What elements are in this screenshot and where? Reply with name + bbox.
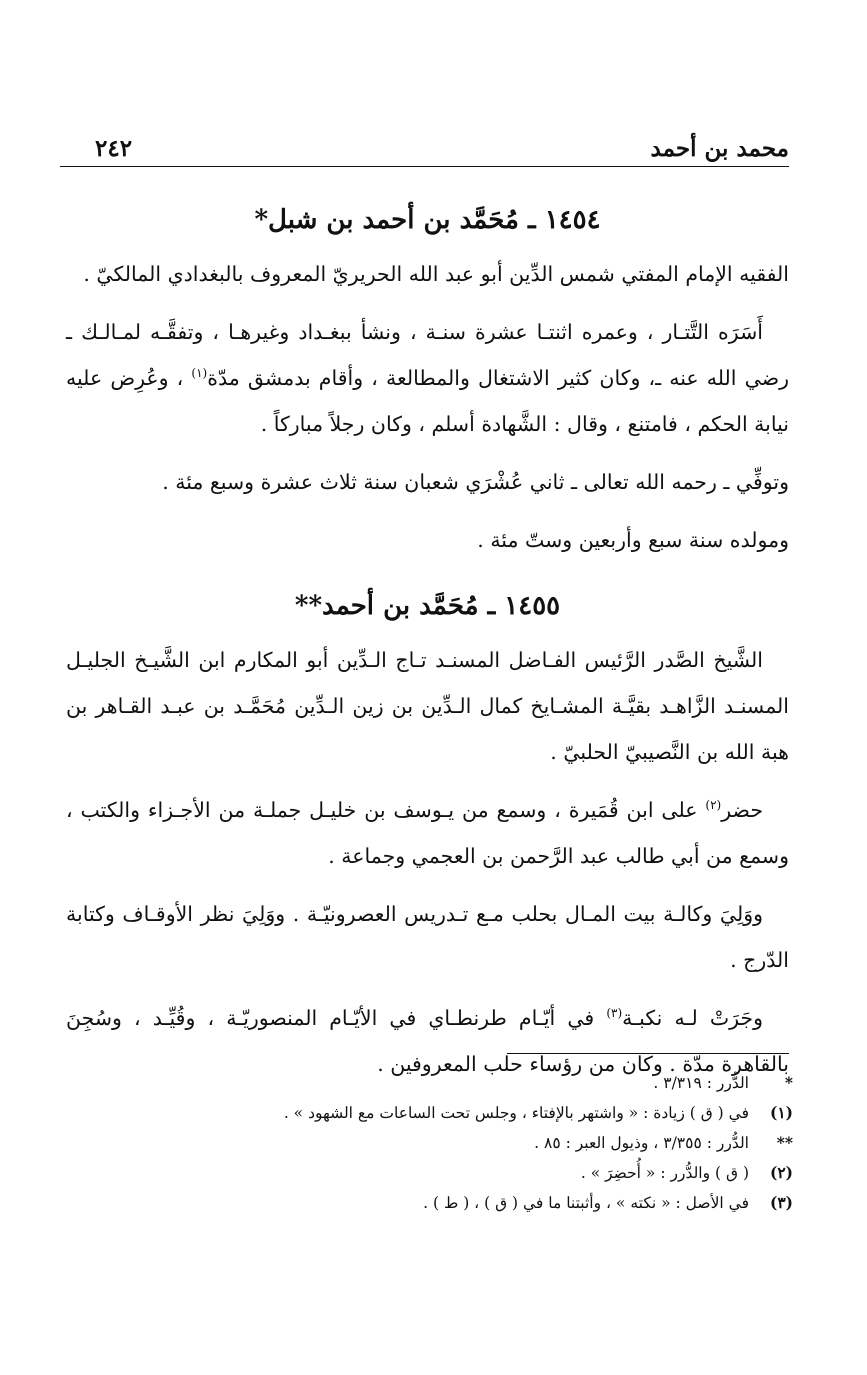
entry-1454-paragraph-2 xyxy=(66,309,789,447)
paragraph-text: حضر xyxy=(721,798,763,822)
entry-1455-paragraph-2 xyxy=(66,787,789,879)
footnote xyxy=(90,1188,793,1218)
footnote-mark: (٢) xyxy=(769,1163,793,1182)
footnote-text: الدُّرر : ٣/٣٥٥ ، وذيول العبر : ٨٥ . xyxy=(534,1134,749,1152)
footnote-text: في الأصل : « نكته » ، وأثبتنا ما في ( ق ) ، ( ط ) . xyxy=(423,1194,749,1212)
footnote-mark: * xyxy=(784,1073,793,1092)
entry-1454-paragraph-4: ومولده سنة سبع وأربعين وستّ مئة . xyxy=(477,528,789,552)
footnote-mark: ** xyxy=(776,1133,793,1152)
entry-1454-paragraph-3: وتوفِّي ـ رحمه الله تعالى ـ ثاني عُشْرَي شعبان سنة ثلاث عشرة وسبع مئة . xyxy=(162,470,789,494)
footnote-ref-3: (٣) xyxy=(606,1006,623,1021)
footnote xyxy=(90,1158,793,1188)
paragraph-text: وجَرَتْ لـه نكبـة xyxy=(622,1006,764,1030)
paragraph-text: على ابن قُمَيرة ، وسمع من يـوسف بن خليـل جملـة من الأجـزاء والكتب ، وسمع من أبي طالب عبد الرَّحمن بن العجمي وجماعة . xyxy=(66,798,789,868)
entry-1454-paragraph-1: الفقيه الإمام المفتي شمس الدِّين أبو عبد الله الحريريّ المعروف بالبغدادي المالكيّ . xyxy=(83,262,789,286)
footnote-text: في ( ق ) زيادة : « واشتهر بالإفتاء ، وجلس تحت الساعات مع الشهود » . xyxy=(283,1104,749,1122)
footnote-mark: (١) xyxy=(769,1103,793,1122)
paragraph-text: أَسَرَه التَّتـار ، وعمره اثنتـا عشرة سنـة ، ونشأ ببغـداد وغيرهـا ، وتفقَّـه لمـالـك ـ رضي الله عنه ـ، وكان كثير الاشتغال والمطالعة ، وأقام بدمشق مدّة xyxy=(66,320,790,390)
entry-1455-paragraph-1: الشَّيخ الصَّدر الرَّئيس الفـاضل المسنـد تـاج الـدِّين أبو المكارم ابن الشَّيـخ الجليـل المسنـد الزَّاهـد بقيَّـة المشـايخ كمال الـدِّين بن زين الـدِّين مُحَمَّـد بن عبـد القـاهر بن هبة الله بن النَّصيبيّ الحلبيّ . xyxy=(66,648,789,764)
entry-1455-paragraph-3: ووَلِيَ وكالـة بيت المـال بحلب مـع تـدريس العصرونيّـة . ووَلِيَ نظر الأوقـاف وكتابة الدّرج . xyxy=(66,902,789,972)
footnote xyxy=(90,1068,793,1098)
main-text xyxy=(66,195,789,1099)
paragraph-text: في أيّـام طرنطـاي في الأيّـام المنصوريّـة ، وقُيِّـد ، وسُجِنَ بالقاهرة مدّة . وكان من رؤساء حلب المعروفين . xyxy=(66,1006,789,1076)
footnote-ref-1: (١) xyxy=(191,366,208,381)
footnote-ref-2: (٢) xyxy=(705,798,722,813)
footnote-rule xyxy=(507,1053,789,1054)
paragraph-text: ، وعُرِض عليه نيابة الحكم ، فامتنع ، وقال : الشَّهادة أسلم ، وكان رجلاً مباركاً . xyxy=(66,366,789,436)
footnote-text: الدُّرر : ٣/٣١٩ . xyxy=(653,1074,749,1092)
page-number: ٢٤٢ xyxy=(95,135,133,162)
entry-title-1454: ١٤٥٤ ـ مُحَمَّد بن أحمد بن شبل* xyxy=(254,205,601,235)
footnote xyxy=(90,1128,793,1158)
footnote-mark: (٣) xyxy=(769,1193,793,1212)
footnote xyxy=(90,1098,793,1128)
entry-title-1455: ١٤٥٥ ـ مُحَمَّد بن أحمد** xyxy=(294,591,561,621)
running-title: محمد بن أحمد xyxy=(650,135,789,162)
header-rule xyxy=(60,166,789,167)
footnote-text: ( ق ) والدُّرر : « أُحضِرَ » . xyxy=(580,1164,749,1182)
footnotes xyxy=(90,1068,793,1218)
running-head xyxy=(95,128,789,162)
